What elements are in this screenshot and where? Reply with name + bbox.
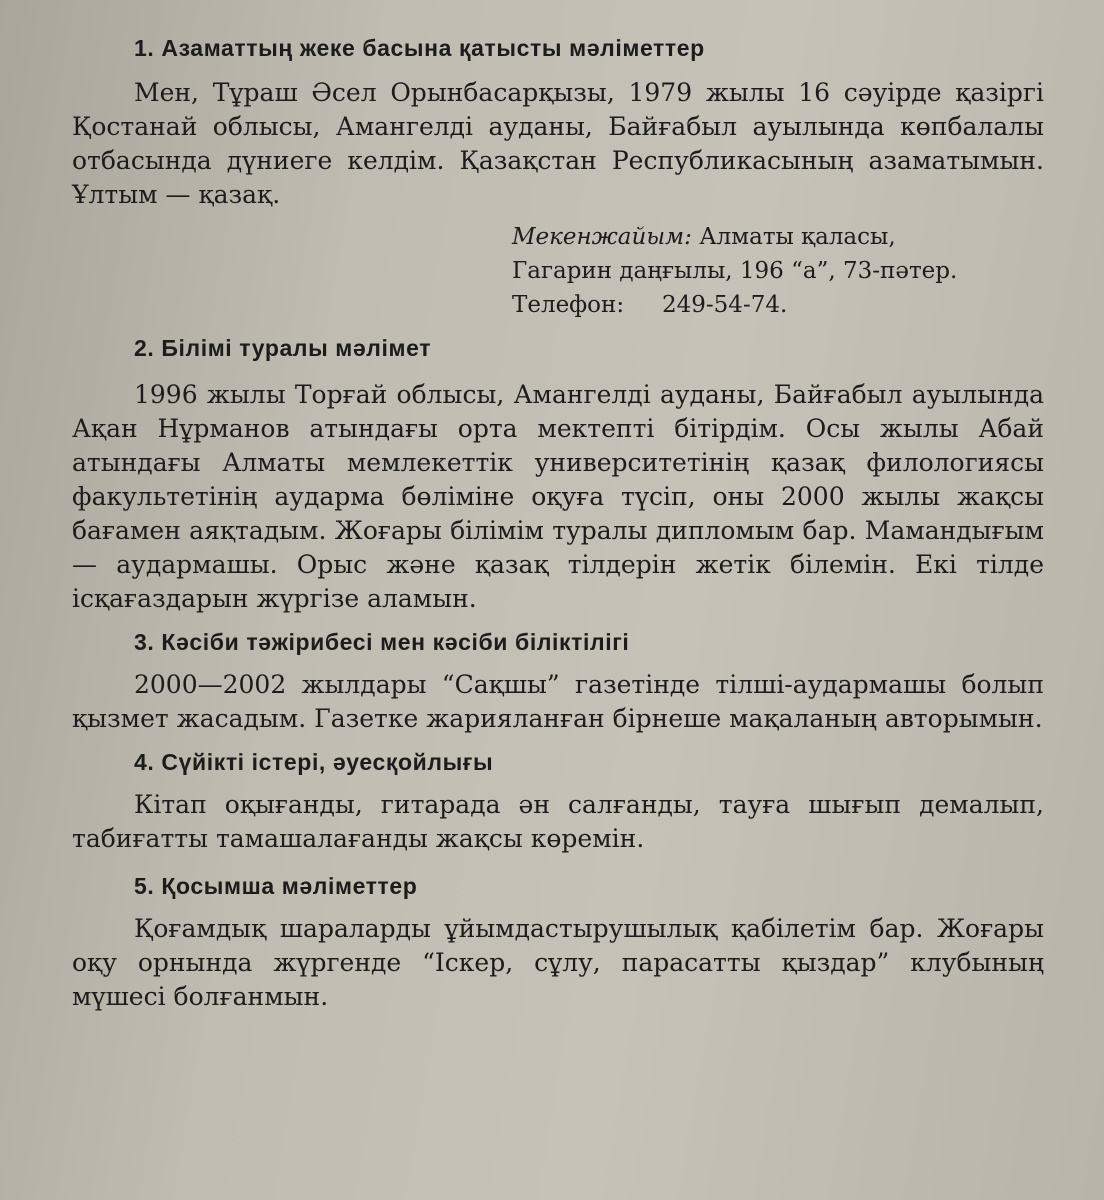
section-experience: [72, 626, 1044, 736]
section-paragraph: Кітап оқығанды, гитарада ән салғанды, тауға шығып демалып, табиғатты тамашалағанды жақсы көремін.: [72, 790, 1044, 853]
section-hobbies: [72, 746, 1044, 856]
address-block: [512, 220, 1044, 322]
address-label: Мекенжайым:: [512, 224, 692, 250]
section-paragraph: Қоғамдық шараларды ұйымдастырушылық қабілетім бар. Жоғары оқу орнында жүргенде “Іскер, сұлу, парасатты қыздар” клубының мүшесі болғанмын.: [72, 914, 1044, 1011]
address-line: [512, 220, 1044, 254]
address-street: Гагарин даңғылы, 196 “а”, 73-пәтер.: [512, 258, 958, 284]
section-heading: 1. Азаматтың жеке басына қатысты мәліметтер: [134, 35, 705, 61]
phone-number: 249-54-74.: [662, 292, 788, 318]
section-education: [72, 332, 1044, 616]
section-heading: 2. Білімі туралы мәлімет: [134, 335, 432, 361]
section-heading: 3. Кәсіби тәжірибесі мен кәсіби біліктілігі: [134, 629, 630, 655]
section-paragraph: Мен, Тұраш Әсел Орынбасарқызы, 1979 жылы 16 сәуірде қазіргі Қостанай облысы, Амангелді ауданы, Байғабыл ауылында көпбалалы отбасында дүниеге келдім. Қазақстан Республикасының азаматымын. Ұлтым — қазақ.: [72, 78, 1044, 209]
section-additional: [72, 870, 1044, 1014]
section-heading: 5. Қосымша мәліметтер: [134, 873, 418, 899]
section-paragraph: 1996 жылы Торғай облысы, Амангелді ауданы, Байғабыл ауылында Ақан Нұрманов атындағы орта мектепті бітірдім. Осы жылы Абай атындағы Алматы мемлекеттік университетінің қазақ филологиясы факультетінің аударма бөліміне оқуға түсіп, оны 2000 жылы жақсы бағамен аяқтадым. Жоғары білімім туралы дипломым бар. Мамандығым — аудармашы. Орыс және қазақ тілдерін жетік білемін. Екі тілде ісқағаздарын жүргізе аламын.: [72, 380, 1044, 613]
phone-label: Телефон:: [512, 292, 625, 318]
section-personal: [72, 32, 1044, 322]
section-heading: 4. Сүйікті істері, әуесқойлығы: [134, 749, 494, 775]
address-city: Алматы қаласы,: [699, 224, 896, 250]
section-paragraph: 2000—2002 жылдары “Сақшы” газетінде тілші-аудармашы болып қызмет жасадым. Газетке жарияланған бірнеше мақаланың авторымын.: [72, 670, 1044, 733]
phone-line: [512, 288, 1044, 322]
